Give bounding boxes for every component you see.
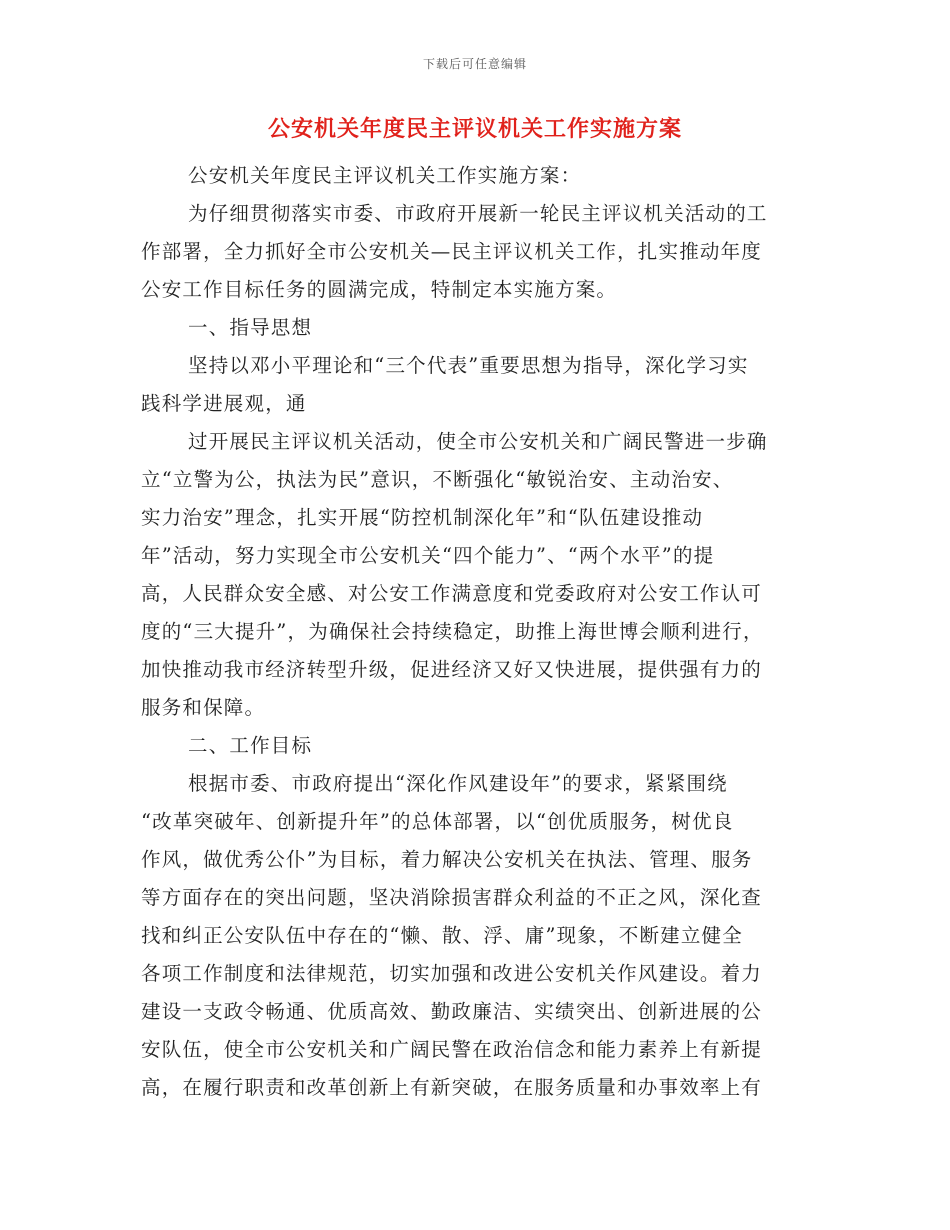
body-line: 坚持以邓小平理论和“三个代表”重要思想为指导，深化学习实	[188, 354, 749, 377]
body-line: 建设一支政令畅通、优质高效、勤政廉洁、实绩突出、创新进展的公	[141, 1000, 763, 1023]
body-line-intro: 公安机关年度民主评议机关工作实施方案：	[188, 164, 582, 187]
body-line: 践科学进展观，通	[141, 392, 307, 415]
document-title: 公安机关年度民主评议机关工作实施方案	[267, 116, 682, 142]
body-line: 度的“三大提升”，为确保社会持续稳定，助推上海世博会顺利进行，	[141, 620, 764, 643]
body-line: 年”活动，努力实现全市公安机关“四个能力”、“两个水平”的提	[141, 544, 715, 567]
body-line: 根据市委、市政府提出“深化作风建设年”的要求，紧紧围绕	[188, 772, 728, 795]
section-heading-work-goals: 二、工作目标	[188, 734, 313, 757]
body-line: 加快推动我市经济转型升级，促进经济又好又快进展，提供强有力的	[141, 658, 763, 681]
document-body	[141, 157, 806, 1107]
body-line: 服务和保障。	[141, 696, 266, 719]
body-line: 作部署，全力抓好全市公安机关—民主评议机关工作，扎实推动年度	[141, 240, 763, 263]
body-line: 找和纠正公安队伍中存在的“懒、散、浮、庸”现象，不断建立健全	[141, 924, 743, 947]
body-line: 公安工作目标任务的圆满完成，特制定本实施方案。	[141, 278, 618, 301]
body-line: 过开展民主评议机关活动，使全市公安机关和广阔民警进一步确	[188, 430, 768, 453]
page-header-note: 下载后可任意编辑	[422, 57, 527, 71]
body-line: 安队伍，使全市公安机关和广阔民警在政治信念和能力素养上有新提	[141, 1038, 763, 1061]
body-line: 高，人民群众安全感、对公安工作满意度和党委政府对公安工作认可	[141, 582, 763, 605]
body-line: 等方面存在的突出问题，坚决消除损害群众利益的不正之风，深化查	[141, 886, 763, 909]
body-line: “改革突破年、创新提升年”的总体部署，以“创优质服务，树优良	[141, 810, 734, 833]
body-line: 立“立警为公，执法为民”意识，不断强化“敏锐治安、主动治安、	[141, 468, 734, 491]
body-line: 各项工作制度和法律规范，切实加强和改进公安机关作风建设。着力	[141, 962, 763, 985]
section-heading-guiding-ideology: 一、指导思想	[188, 316, 313, 339]
body-line: 作风，做优秀公仆”为目标，着力解决公安机关在执法、管理、服务	[141, 848, 753, 871]
body-line: 为仔细贯彻落实市委、市政府开展新一轮民主评议机关活动的工	[188, 202, 768, 225]
body-line: 高，在履行职责和改革创新上有新突破，在服务质量和办事效率上有	[141, 1076, 763, 1099]
body-line: 实力治安”理念，扎实开展“防控机制深化年”和“队伍建设推动	[141, 506, 704, 529]
